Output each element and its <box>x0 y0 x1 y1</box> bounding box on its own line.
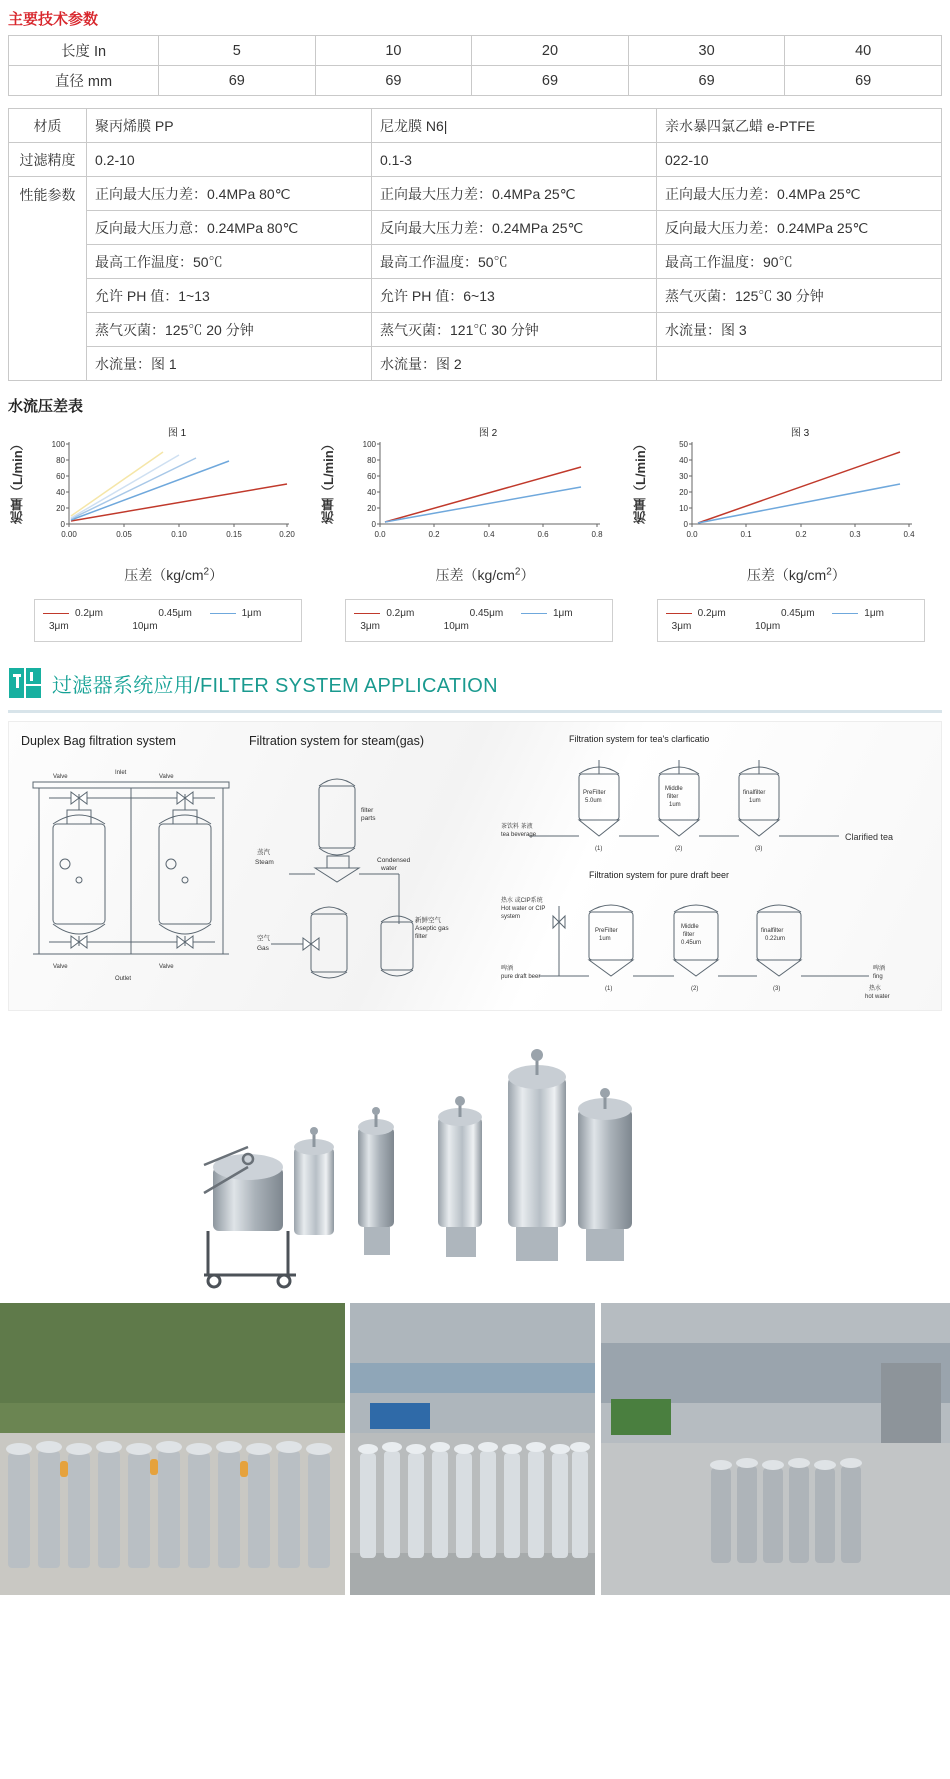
tea-middle-label: Middle <box>665 786 683 792</box>
svg-text:60: 60 <box>56 472 65 481</box>
svg-text:10: 10 <box>678 504 688 513</box>
beer-prefilter-label: PreFilter <box>595 928 618 934</box>
legend-item <box>438 608 521 619</box>
svg-text:0.3: 0.3 <box>849 530 861 539</box>
precision-value: 0.2-10 <box>87 143 372 177</box>
material-value: 尼龙膜 N6| <box>372 109 657 143</box>
clarified-tea-label: Clarified tea <box>845 832 894 842</box>
svg-text:50: 50 <box>678 440 688 449</box>
beer-cip-label: system <box>501 914 521 920</box>
application-header <box>0 654 950 708</box>
table-row <box>9 177 942 211</box>
spec-table <box>8 35 942 96</box>
svg-text:0.4: 0.4 <box>903 530 915 539</box>
chart-2-title: 图 2 <box>479 428 498 439</box>
legend-item <box>749 621 832 632</box>
legend-item <box>521 608 604 619</box>
table-row <box>9 36 942 66</box>
chart-1 <box>8 424 313 642</box>
spec-cell: 20 <box>472 36 629 66</box>
legend-label: 0.2μm <box>697 608 726 619</box>
chart-2-xlabel: 压差$(kg/cm^2)$ <box>435 566 535 583</box>
chart-2-plot <box>338 424 610 552</box>
legend-item <box>354 621 437 632</box>
svg-text:0.20: 0.20 <box>279 530 295 539</box>
header-divider <box>8 710 942 713</box>
performance-label: 性能参数 <box>9 177 87 381</box>
tea-step-1: (1) <box>595 846 603 852</box>
svg-text:20: 20 <box>56 504 65 513</box>
factory-photo-outdoor <box>0 1303 345 1595</box>
duplex-label-valve: Valve <box>53 964 68 970</box>
gas-label-cn: 空气 <box>257 935 270 942</box>
tea-prefilter-label: PreFilter <box>583 790 606 796</box>
chart-3-ylabel: 流量（L/min） <box>632 437 648 525</box>
table-row <box>9 347 942 381</box>
svg-text:0.2: 0.2 <box>795 530 807 539</box>
material-table <box>8 108 942 381</box>
legend-label: 0.2μm <box>386 608 415 619</box>
svg-text:40: 40 <box>367 488 377 497</box>
chart-2 <box>319 424 624 642</box>
svg-text:0.05: 0.05 <box>116 530 132 539</box>
spec-cell: 30 <box>628 36 785 66</box>
spec-cell: 69 <box>785 66 942 96</box>
legend-item <box>749 608 832 619</box>
svg-text:0.6: 0.6 <box>537 530 549 539</box>
legend-item <box>126 608 209 619</box>
table-row <box>9 313 942 347</box>
application-title-en: /FILTER SYSTEM APPLICATION <box>194 674 498 697</box>
performance-value-empty <box>657 347 942 381</box>
tea-source-label: 茶饮料 茶液 <box>501 824 533 830</box>
svg-text:20: 20 <box>367 504 377 513</box>
tea-final-label: finalfilter <box>743 790 766 796</box>
duplex-diagram <box>19 754 249 994</box>
application-title-cn: 过滤器系统应用 <box>52 674 195 697</box>
table-row <box>9 143 942 177</box>
performance-value: 水流量：图 3 <box>657 313 942 347</box>
legend-label: 0.45μm <box>780 608 815 619</box>
tea-diagram <box>499 748 919 858</box>
chart-1-ylabel: 流量（L/min） <box>10 437 25 525</box>
beer-middle-label: filter <box>683 932 695 938</box>
chart-3 <box>631 424 936 642</box>
material-value: 亲水暴四氯乙蜡 e-PTFE <box>657 109 942 143</box>
performance-value: 最高工作温度：50℃ <box>87 245 372 279</box>
legend-item <box>832 608 915 619</box>
tea-middle-label: filter <box>667 794 679 800</box>
precision-label: 过滤精度 <box>9 143 87 177</box>
spec-cell: 69 <box>159 66 316 96</box>
beer-prefilter-label: 1um <box>599 936 611 942</box>
spec-section-title: 主要技术参数 <box>8 11 99 28</box>
svg-text:0: 0 <box>683 520 688 529</box>
chart-1-legend <box>34 599 302 642</box>
legend-label: 1μm <box>241 608 262 619</box>
aseptic-gas-label: 新鲜空气 <box>415 917 441 924</box>
beer-source-label: 啤酒 <box>501 966 514 972</box>
precision-value: 0.1-3 <box>372 143 657 177</box>
tea-step-2: (2) <box>675 846 683 852</box>
beer-hotwater-label: hot water <box>865 994 890 1000</box>
svg-text:0.8: 0.8 <box>591 530 603 539</box>
steam-label-cn: 蒸汽 <box>257 849 270 856</box>
aseptic-gas-label: filter <box>415 933 428 940</box>
legend-label: 0.45μm <box>469 608 504 619</box>
legend-item <box>666 621 749 632</box>
legend-label: 1μm <box>864 608 884 619</box>
charts-section-title: 水流压差表 <box>8 398 84 415</box>
svg-text:30: 30 <box>678 472 688 481</box>
legend-label: 3μm <box>360 621 380 632</box>
svg-text:60: 60 <box>367 472 377 481</box>
beer-middle-label: 0.45um <box>681 940 702 946</box>
diagram-band <box>8 721 942 1011</box>
performance-value: 正向最大压力差：0.4MPa 25℃ <box>372 177 657 211</box>
legend-label: 0.45μm <box>158 608 192 619</box>
svg-text:100: 100 <box>362 440 377 449</box>
chart-2-legend <box>345 599 613 642</box>
svg-text:0: 0 <box>60 520 65 529</box>
spec-cell: 5 <box>159 36 316 66</box>
legend-item <box>43 621 126 632</box>
tea-diagram-title: Filtration system for tea's clarficatio <box>569 734 710 744</box>
svg-text:40: 40 <box>678 456 688 465</box>
spec-row-label: 直径 mm <box>9 66 159 96</box>
legend-item <box>126 621 209 632</box>
aseptic-gas-label: Aseptic gas <box>415 925 449 932</box>
tea-source-label: tea beverage <box>501 832 537 838</box>
svg-text:0.15: 0.15 <box>226 530 242 539</box>
performance-value: 蒸气灭菌：125℃ 30 分钟 <box>657 279 942 313</box>
tea-step-3: (3) <box>755 846 763 852</box>
spec-cell: 10 <box>315 36 472 66</box>
tea-middle-label: 1um <box>669 802 681 808</box>
factory-photo-row <box>0 1303 950 1595</box>
table-row <box>9 279 942 313</box>
performance-value: 允许 PH 值：1~13 <box>87 279 372 313</box>
beer-out-label: fing <box>873 974 883 980</box>
legend-label: 3μm <box>671 621 692 632</box>
svg-text:100: 100 <box>51 440 65 449</box>
duplex-label-inlet: Inlet <box>115 770 127 776</box>
table-row <box>9 109 942 143</box>
tea-final-label: 1um <box>749 798 761 804</box>
legend-item <box>43 608 126 619</box>
beer-final-label: finalfilter <box>761 928 784 934</box>
duplex-label-valve: Valve <box>159 964 174 970</box>
chart-1-xlabel: 压差$(kg/cm^2)$ <box>124 566 224 583</box>
svg-text:80: 80 <box>56 456 65 465</box>
svg-text:0.1: 0.1 <box>740 530 752 539</box>
performance-value: 水流量：图 2 <box>372 347 657 381</box>
product-group-photo <box>8 1017 942 1297</box>
filter-parts-label: parts <box>361 815 376 822</box>
legend-item <box>666 608 749 619</box>
legend-item <box>438 621 521 632</box>
table-row <box>9 211 942 245</box>
performance-value: 最高工作温度：90℃ <box>657 245 942 279</box>
steam-diagram <box>249 754 464 994</box>
svg-text:0.10: 0.10 <box>171 530 187 539</box>
beer-step-1: (1) <box>605 986 613 992</box>
performance-value: 蒸气灭菌：125℃ 20 分钟 <box>87 313 372 347</box>
material-value: 聚丙烯膜 PP <box>87 109 372 143</box>
application-title <box>52 669 498 698</box>
table-row <box>9 66 942 96</box>
chart-1-title: 图 1 <box>167 428 187 439</box>
duplex-label-outlet: Outlet <box>115 976 132 982</box>
legend-label: 1μm <box>552 608 573 619</box>
duplex-label-valve: Valve <box>159 774 174 780</box>
beer-diagram <box>499 886 919 1006</box>
beer-cip-label: 热水 或CIP系统 <box>501 898 543 904</box>
table-row <box>9 245 942 279</box>
steam-label-en: Steam <box>255 859 274 866</box>
legend-item <box>354 608 437 619</box>
chart-3-plot <box>650 424 922 552</box>
beer-step-2: (2) <box>691 986 699 992</box>
condensed-water-label: Condensed <box>377 857 411 864</box>
legend-label: 10μm <box>754 621 781 632</box>
performance-value: 反向最大压力差：0.24MPa 25℃ <box>372 211 657 245</box>
performance-value: 反向最大压力差：0.24MPa 25℃ <box>657 211 942 245</box>
performance-value: 正向最大压力差：0.4MPa 25℃ <box>657 177 942 211</box>
performance-value: 允许 PH 值：6~13 <box>372 279 657 313</box>
chart-3-xlabel: 压差$(kg/cm^2)$ <box>746 566 846 583</box>
performance-value: 反向最大压力意：0.24MPa 80℃ <box>87 211 372 245</box>
tea-prefilter-label: 5.0um <box>585 798 602 804</box>
chart-3-legend <box>657 599 925 642</box>
legend-label: 10μm <box>132 621 158 632</box>
svg-text:0.0: 0.0 <box>686 530 698 539</box>
legend-label: 0.2μm <box>75 608 103 619</box>
performance-value: 水流量：图 1 <box>87 347 372 381</box>
spec-row-label: 长度 In <box>9 36 159 66</box>
chart-1-plot <box>27 424 299 552</box>
spec-cell: 69 <box>315 66 472 96</box>
charts-row <box>0 420 950 642</box>
steam-diagram-title: Filtration system for steam(gas) <box>249 734 425 748</box>
beer-cip-label: Hot water or CIP <box>501 906 546 912</box>
spec-cell: 40 <box>785 36 942 66</box>
svg-text:20: 20 <box>678 488 688 497</box>
svg-text:0: 0 <box>371 520 377 529</box>
beer-hotwater-label: 热水 <box>869 986 882 992</box>
svg-text:0.0: 0.0 <box>374 530 386 539</box>
condensed-water-label: water <box>381 865 397 872</box>
performance-value: 正向最大压力差：0.4MPa 80℃ <box>87 177 372 211</box>
beer-out-label: 啤酒 <box>873 966 886 972</box>
beer-final-label: 0.22um <box>765 936 786 942</box>
material-label: 材质 <box>9 109 87 143</box>
beer-step-3: (3) <box>773 986 781 992</box>
legend-item <box>210 608 293 619</box>
factory-photo-workshop-2 <box>601 1303 950 1595</box>
performance-value: 蒸气灭菌：121℃ 30 分钟 <box>372 313 657 347</box>
svg-text:0.00: 0.00 <box>61 530 77 539</box>
beer-middle-label: Middle <box>681 924 699 930</box>
product-group-illustration <box>8 1017 942 1297</box>
beer-source-label: pure draft beer <box>501 974 541 980</box>
svg-text:40: 40 <box>56 488 65 497</box>
chart-2-ylabel: 流量（L/min） <box>321 437 337 525</box>
duplex-label-valve: Valve <box>53 774 68 780</box>
svg-text:0.4: 0.4 <box>483 530 495 539</box>
factory-photo-workshop-1 <box>350 1303 595 1595</box>
gas-label-en: Gas <box>257 945 269 952</box>
precision-value: 022-10 <box>657 143 942 177</box>
legend-label: 3μm <box>49 621 69 632</box>
chart-3-title: 图 3 <box>790 428 809 439</box>
performance-value: 最高工作温度：50℃ <box>372 245 657 279</box>
svg-text:0.2: 0.2 <box>428 530 440 539</box>
spec-cell: 69 <box>628 66 785 96</box>
brand-logo-icon <box>8 666 42 700</box>
spec-cell: 69 <box>472 66 629 96</box>
duplex-diagram-title: Duplex Bag filtration system <box>21 734 176 748</box>
svg-text:80: 80 <box>367 456 377 465</box>
filter-parts-label: filter <box>361 807 374 814</box>
beer-diagram-title: Filtration system for pure draft beer <box>589 870 730 880</box>
legend-label: 10μm <box>443 621 469 632</box>
